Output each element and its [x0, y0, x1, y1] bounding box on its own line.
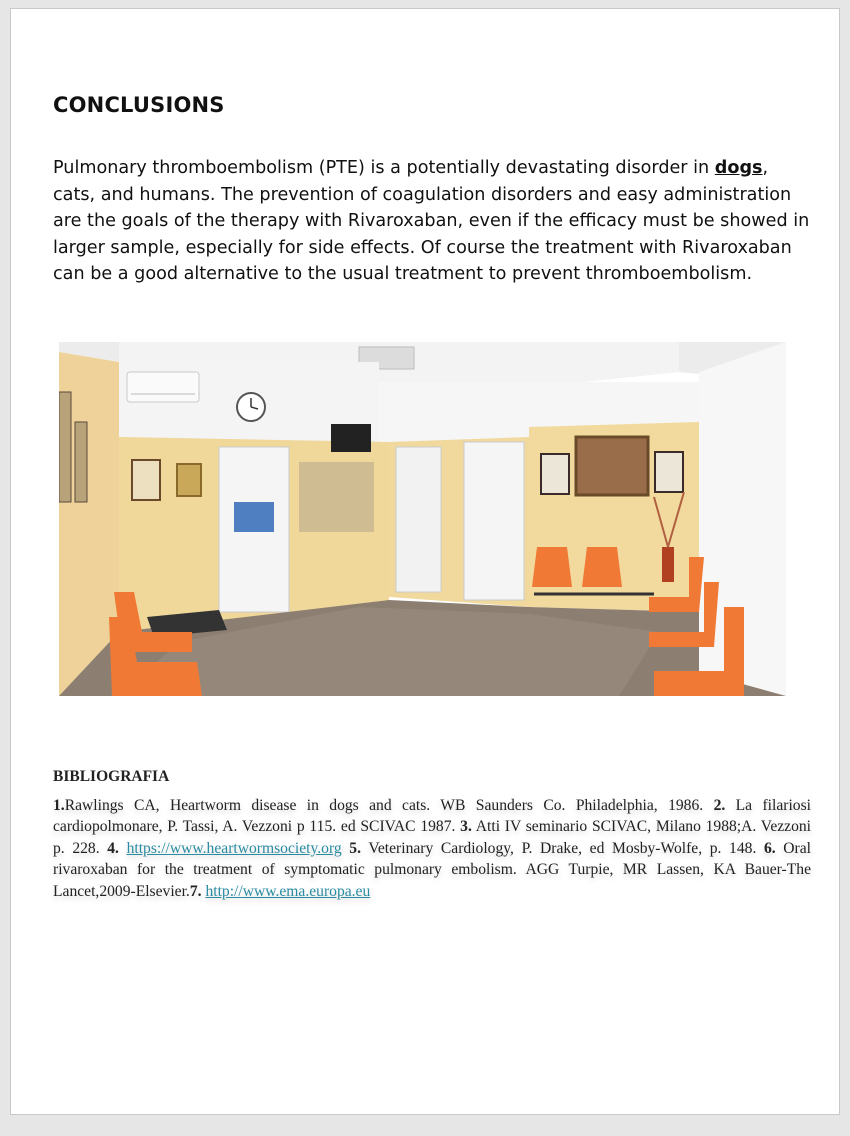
paragraph-bold-word: dogs: [714, 158, 763, 178]
document-page: [10, 8, 840, 1115]
ref-number: 5.: [349, 839, 361, 857]
ref-text: Rawlings CA, Heartworm disease in dogs and cats. WB Saunders Co. Philadelphia, 1986.: [64, 797, 714, 814]
ref-number: 6.: [763, 839, 776, 857]
ref-text: Atti IV seminario SCIVAC, Milano 1988;A. Vezzoni p. 228.: [53, 818, 812, 857]
ref-text: Veterinary Cardiology, P. Drake, ed Mosby-Wolfe, p. 148.: [361, 839, 764, 857]
heartworm-society-link[interactable]: https://www.heartwormsociety.org: [126, 839, 342, 857]
ref-number: 4.: [107, 839, 119, 857]
bibliography-title: BIBLIOGRAFIA: [53, 768, 170, 785]
waiting-room-photo: [59, 342, 786, 696]
section-heading: CONCLUSIONS: [53, 93, 225, 117]
ref-number: 3.: [460, 818, 472, 836]
conclusion-paragraph: [53, 155, 813, 288]
ref-number: 2.: [713, 797, 726, 814]
ref-number: 7.: [189, 882, 202, 900]
ema-europa-link[interactable]: http://www.ema.europa.eu: [205, 882, 371, 900]
ref-number: 1.: [53, 797, 65, 814]
paragraph-text-end: , cats, and humans. The prevention of coagulation disorders and easy administration are the goals of the therapy with Rivaroxaban, even if the efficacy must be showed in larger sample, especially for side effects. Of course the treatment with Rivaroxaban can be a good alternative to the usual treatment to prevent thromboembolism.: [53, 158, 810, 284]
ref-text: La filariosi cardiopolmonare, P. Tassi, A. Vezzoni p 115. ed SCIVAC 1987.: [53, 797, 811, 836]
bibliography-text: [53, 795, 811, 902]
ref-text: Oral rivaroxaban for the treatment of symptomatic pulmonary embolism. AGG Turpie, MR Lassen, KA Bauer-The Lancet,2009-Elsevier.: [53, 839, 812, 900]
paragraph-text-start: Pulmonary thromboembolism (PTE) is a potentially devastating disorder in: [53, 158, 715, 178]
